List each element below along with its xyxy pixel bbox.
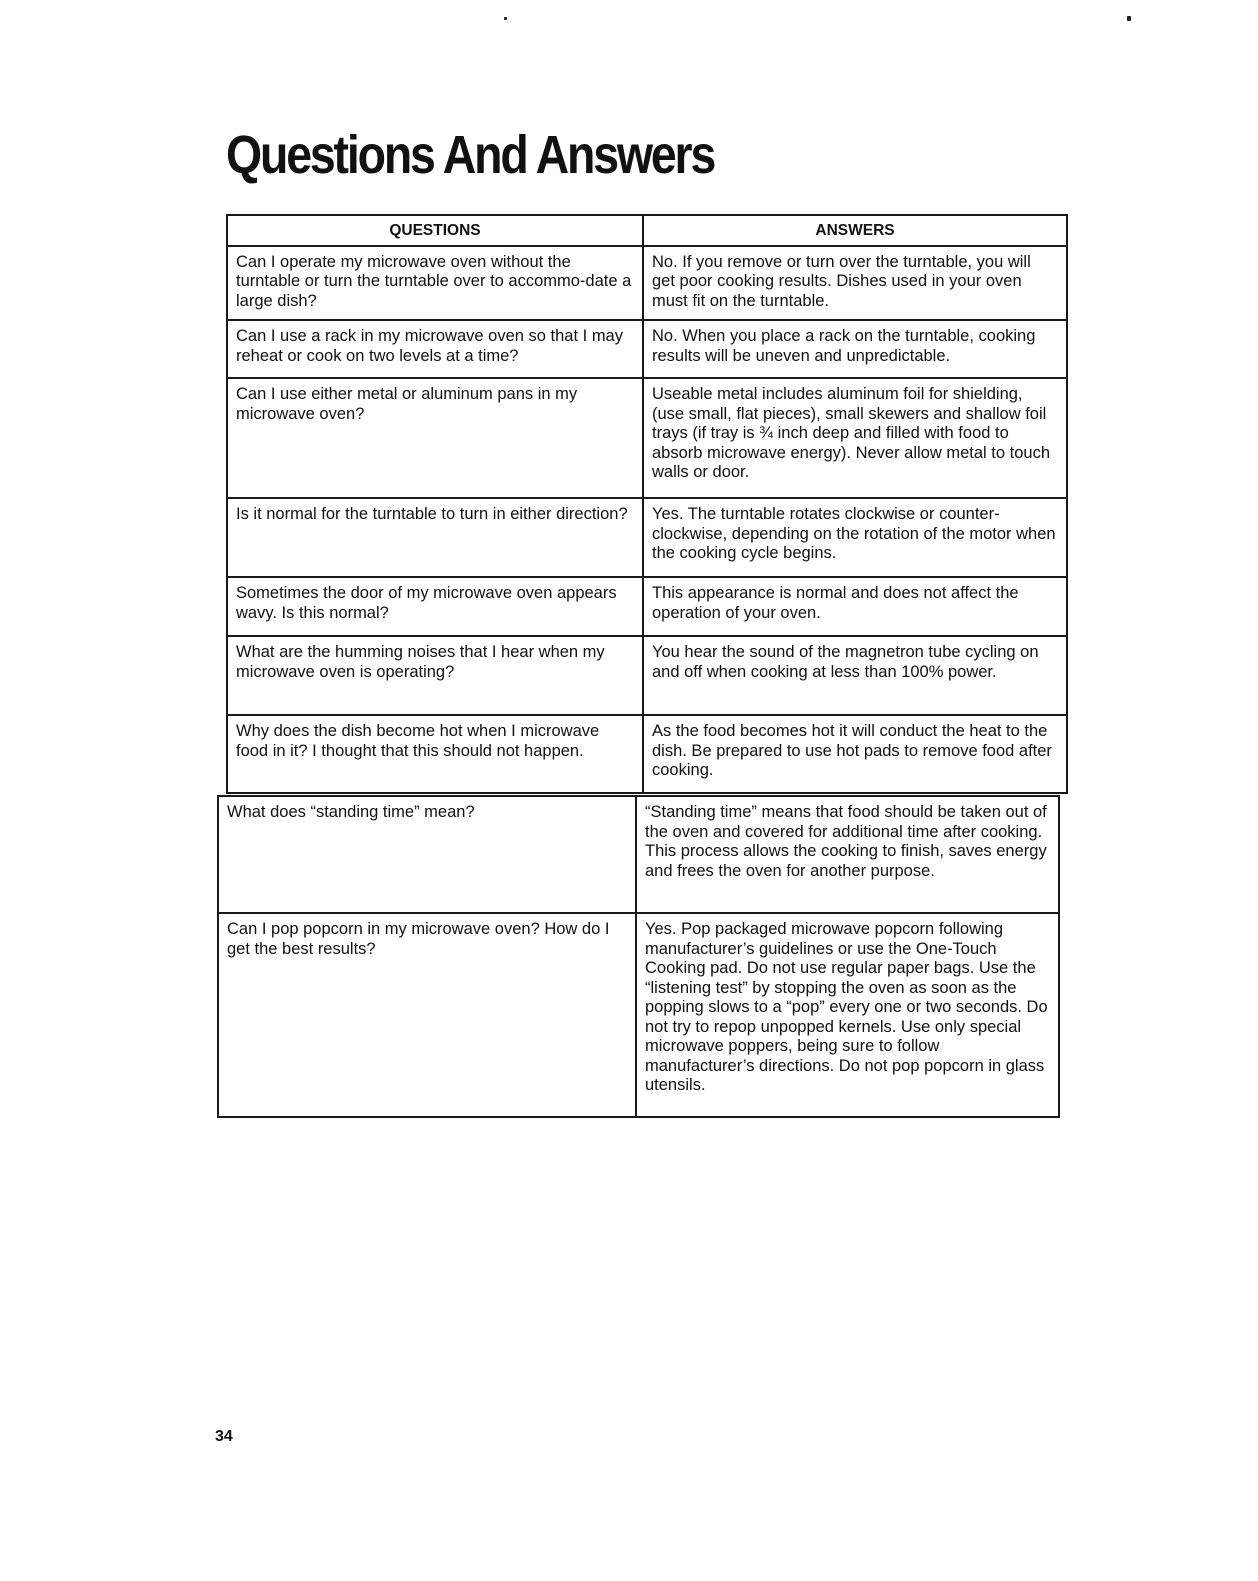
- question-cell: What does “standing time” mean?: [218, 796, 636, 913]
- answer-cell: Useable metal includes aluminum foil for shielding, (use small, flat pieces), small skewers and shallow foil trays (if tray is ¾ inch deep and filled with food to absorb microwave energy). Never allow metal to touch walls or door.: [643, 378, 1067, 498]
- question-cell: Sometimes the door of my microwave oven appears wavy. Is this normal?: [227, 577, 643, 636]
- qa-table-lower: [217, 795, 1060, 1118]
- table-row: [227, 246, 1067, 321]
- questions-header: QUESTIONS: [227, 215, 643, 246]
- question-cell: Can I use a rack in my microwave oven so that I may reheat or cook on two levels at a time?: [227, 320, 643, 378]
- table-row: [227, 715, 1067, 793]
- scan-speck: [1127, 16, 1131, 21]
- page-title: Questions And Answers: [226, 125, 715, 185]
- table-row: [227, 577, 1067, 636]
- answer-cell: “Standing time” means that food should be taken out of the oven and covered for additional time after cooking. This process allows the cooking to finish, saves energy and frees the oven for another purpose.: [636, 796, 1059, 913]
- scan-speck: [504, 17, 507, 20]
- question-cell: Can I use either metal or aluminum pans in my microwave oven?: [227, 378, 643, 498]
- table-row: [218, 796, 1059, 913]
- table-row: [227, 636, 1067, 715]
- answer-cell: As the food becomes hot it will conduct the heat to the dish. Be prepared to use hot pads to remove food after cooking.: [643, 715, 1067, 793]
- table-row: [227, 498, 1067, 577]
- question-cell: Is it normal for the turntable to turn in either direction?: [227, 498, 643, 577]
- answer-cell: Yes. The turntable rotates clockwise or counter-clockwise, depending on the rotation of the motor when the cooking cycle begins.: [643, 498, 1067, 577]
- answers-header: ANSWERS: [643, 215, 1067, 246]
- question-cell: Why does the dish become hot when I microwave food in it? I thought that this should not happen.: [227, 715, 643, 793]
- answer-cell: This appearance is normal and does not affect the operation of your oven.: [643, 577, 1067, 636]
- page-number: 34: [215, 1428, 233, 1445]
- answer-cell: You hear the sound of the magnetron tube cycling on and off when cooking at less than 100% power.: [643, 636, 1067, 715]
- answer-cell: Yes. Pop packaged microwave popcorn following manufacturer’s guidelines or use the One-Touch Cooking pad. Do not use regular paper bags. Use the “listening test” by stopping the oven as soon as the popping slows to a “pop” every one or two seconds. Do not try to repop unpopped kernels. Use only special microwave poppers, being sure to follow manufacturer’s directions. Do not pop popcorn in glass utensils.: [636, 913, 1059, 1117]
- question-cell: Can I operate my microwave oven without the turntable or turn the turntable over to accommo-date a large dish?: [227, 246, 643, 321]
- answer-cell: No. If you remove or turn over the turntable, you will get poor cooking results. Dishes used in your oven must fit on the turntable.: [643, 246, 1067, 321]
- table-header-row: [227, 215, 1067, 246]
- table-row: [227, 378, 1067, 498]
- question-cell: Can I pop popcorn in my microwave oven? How do I get the best results?: [218, 913, 636, 1117]
- table-row: [218, 913, 1059, 1117]
- question-cell: What are the humming noises that I hear when my microwave oven is operating?: [227, 636, 643, 715]
- answer-cell: No. When you place a rack on the turntable, cooking results will be uneven and unpredictable.: [643, 320, 1067, 378]
- qa-table-upper: [226, 214, 1068, 794]
- table-row: [227, 320, 1067, 378]
